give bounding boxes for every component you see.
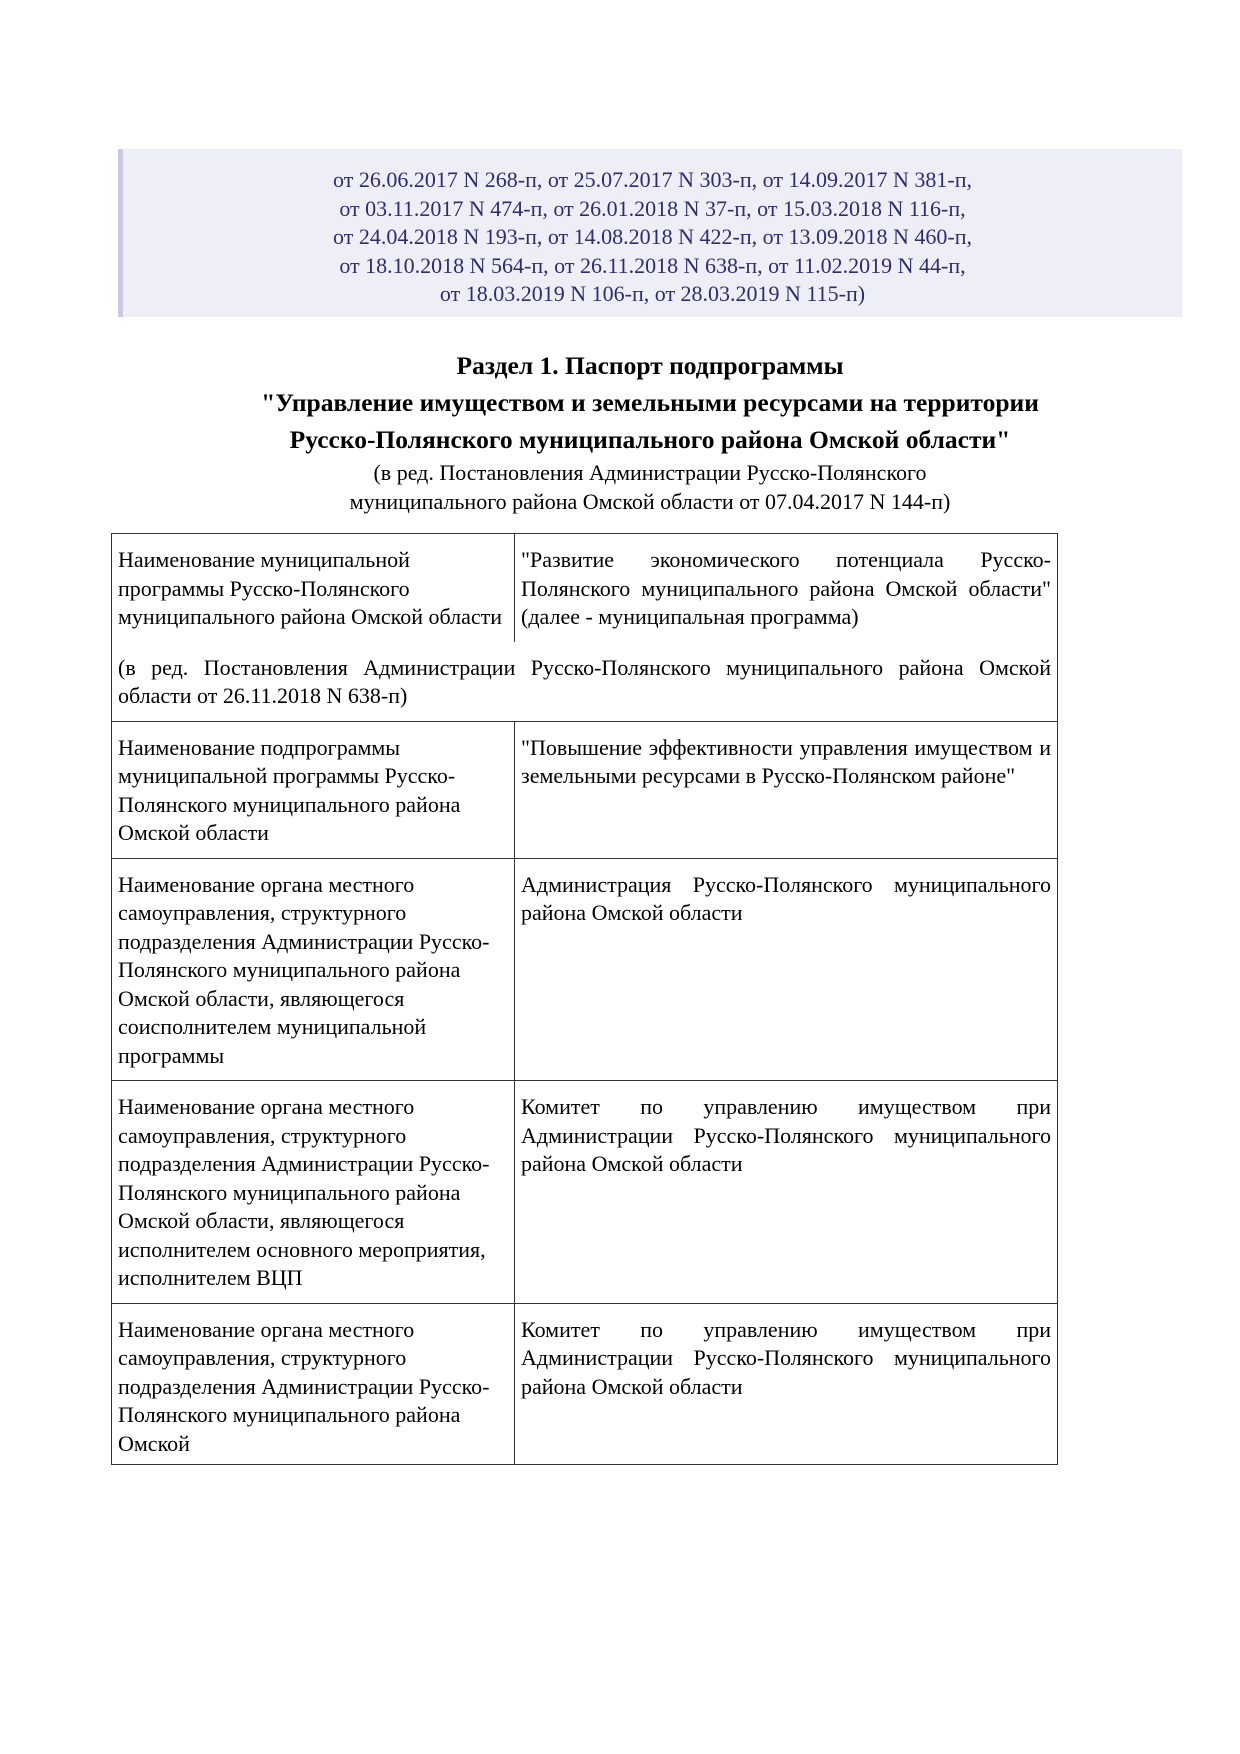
revision-line: от 24.04.2018 N 193-п, от 14.08.2018 N 422-п, от 13.09.2018 N 460-п, <box>333 224 972 249</box>
table-row <box>112 1081 1058 1304</box>
heading-amendment-note-2: муниципального района Омской области от 07.04.2017 N 144-п) <box>349 489 951 514</box>
section-title: Раздел 1. Паспорт подпрограммы <box>456 351 844 380</box>
subprogram-title-line-1: "Управление имуществом и земельными ресурсами на территории <box>261 388 1039 417</box>
passport-table <box>111 533 1058 1465</box>
row-value: Комитет по управлению имуществом при Администрации Русско-Полянского муниципального района Омской области <box>515 1303 1058 1465</box>
row-label: Наименование муниципальной программы Русско-Полянского муниципального района Омской области <box>112 534 515 642</box>
row-label: Наименование органа местного самоуправления, структурного подразделения Администрации Русско-Полянского муниципального района Омской <box>112 1303 515 1465</box>
row-label: Наименование подпрограммы муниципальной программы Русско-Полянского муниципального района Омской области <box>112 721 515 858</box>
revision-line: от 18.03.2019 N 106-п, от 28.03.2019 N 115-п) <box>439 281 866 306</box>
row-amendment-note: (в ред. Постановления Администрации Русско-Полянского муниципального района Омской области от 26.11.2018 N 638-п) <box>112 642 1058 722</box>
revision-line: от 03.11.2017 N 474-п, от 26.01.2018 N 37-п, от 15.03.2018 N 116-п, <box>339 195 966 221</box>
row-value: "Повышение эффективности управления имуществом и земельными ресурсами в Русско-Полянском районе" <box>515 721 1058 858</box>
row-value: Администрация Русско-Полянского муниципального района Омской области <box>515 858 1058 1081</box>
row-value: Комитет по управлению имуществом при Администрации Русско-Полянского муниципального района Омской области <box>515 1081 1058 1304</box>
table-row <box>112 858 1058 1081</box>
revisions-box <box>118 149 1182 317</box>
table-row-note <box>112 642 1058 722</box>
row-label: Наименование органа местного самоуправления, структурного подразделения Администрации Русско-Полянского муниципального района Омской области, являющегося исполнителем основного мероприятия, исполнителем ВЦП <box>112 1081 515 1304</box>
table-row <box>112 1303 1058 1465</box>
table-row <box>112 721 1058 858</box>
revision-line: от 18.10.2018 N 564-п, от 26.11.2018 N 638-п, от 11.02.2019 N 44-п, <box>339 252 966 278</box>
row-value: "Развитие экономического потенциала Русско-Полянского муниципального района Омской области" (далее - муниципальная программа) <box>515 534 1058 642</box>
section-heading <box>130 347 1170 516</box>
row-label: Наименование органа местного самоуправления, структурного подразделения Администрации Русско-Полянского муниципального района Омской области, являющегося соисполнителем муниципальной программы <box>112 858 515 1081</box>
table-row <box>112 534 1058 642</box>
heading-amendment-note-1: (в ред. Постановления Администрации Русско-Полянского <box>373 460 927 485</box>
revision-line: от 26.06.2017 N 268-п, от 25.07.2017 N 303-п, от 14.09.2017 N 381-п, <box>333 167 972 192</box>
subprogram-title-line-2: Русско-Полянского муниципального района Омской области" <box>289 425 1011 454</box>
